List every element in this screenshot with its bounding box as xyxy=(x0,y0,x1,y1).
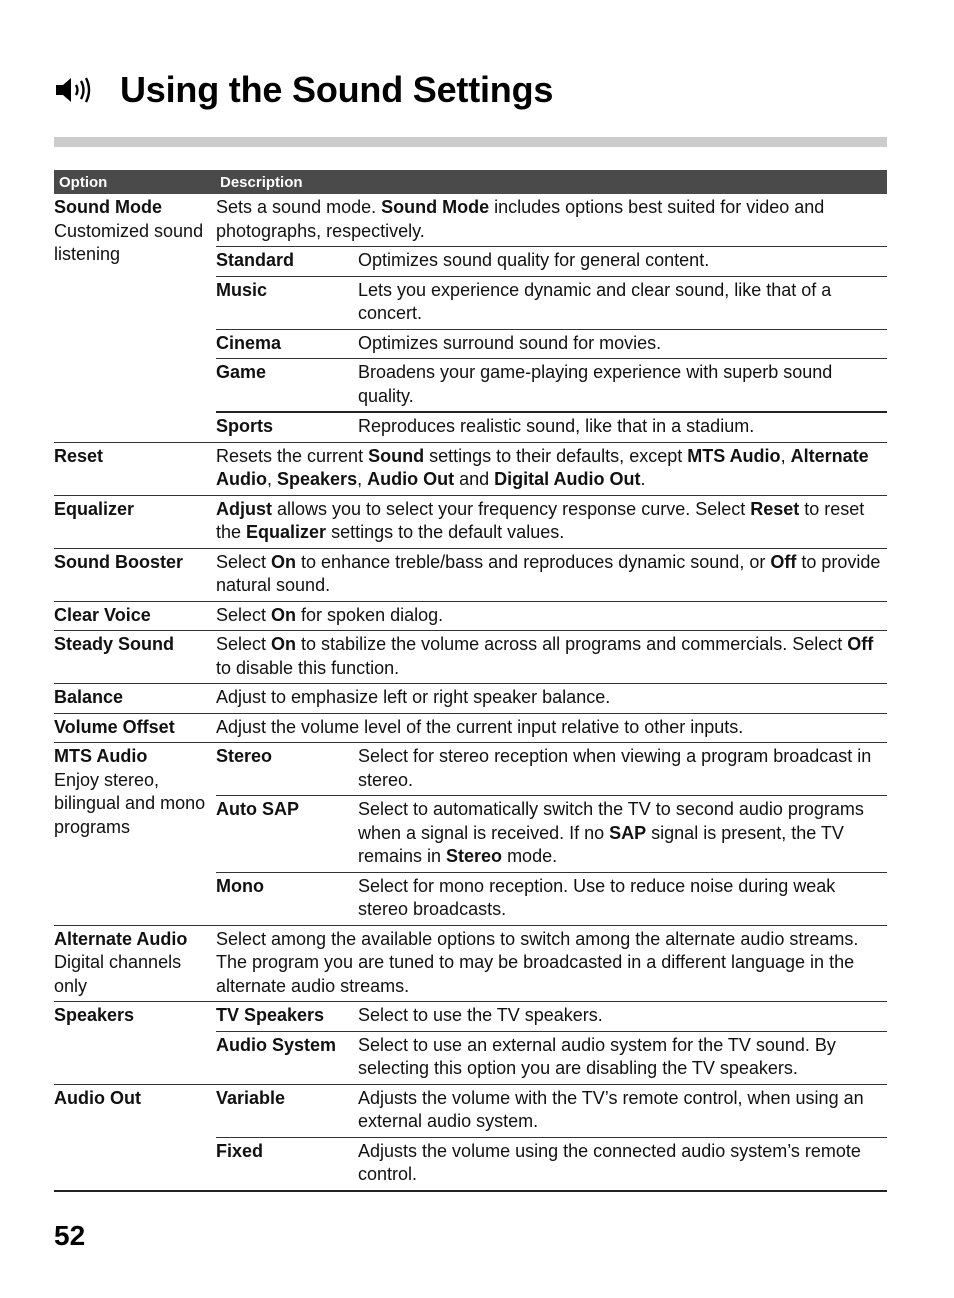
column-header-description: Description xyxy=(220,173,303,191)
option-description: Select On to stabilize the volume across all programs and commercials. Select Off to disable this function. xyxy=(216,634,874,678)
sub-option-name: Stereo xyxy=(216,746,273,766)
sub-option-row xyxy=(216,329,887,359)
table-row-equalizer xyxy=(54,495,887,548)
option-name: MTS Audio xyxy=(54,746,148,766)
table-row-volume-offset xyxy=(54,713,887,743)
option-name: Volume Offset xyxy=(54,716,175,737)
sub-option-name: Mono xyxy=(216,875,264,896)
sub-option-name: Fixed xyxy=(216,1140,264,1161)
option-description: Sets a sound mode. Sound Mode includes options best suited for video and photographs, respectively. xyxy=(216,197,825,241)
option-name: Balance xyxy=(54,687,124,707)
sub-option-description: Reproduces realistic sound, like that in a stadium. xyxy=(358,416,755,436)
option-note: Customized sound listening xyxy=(54,220,204,264)
sub-option-description: Optimizes surround sound for movies. xyxy=(358,332,662,353)
sub-option-description: Adjusts the volume with the TV’s remote control, when using an external audio system. xyxy=(358,1087,864,1131)
sub-option-description: Select to automatically switch the TV to second audio programs when a signal is received. If no SAP signal is present, the TV remains in Stereo mode. xyxy=(358,799,864,866)
option-name: Sound Mode xyxy=(54,197,162,217)
option-description: Select among the available options to switch among the alternate audio streams. The program you are tuned to may be broadcasted in a different language in the alternate audio streams. xyxy=(216,928,859,996)
option-name: Audio Out xyxy=(54,1087,141,1108)
header-divider xyxy=(54,137,887,147)
sub-option-row xyxy=(216,411,887,442)
sub-option-row xyxy=(216,246,887,276)
option-note: Digital channels only xyxy=(54,952,182,996)
sub-option-description: Broadens your game-playing experience with superb sound quality. xyxy=(358,362,833,406)
option-description: Resets the current Sound settings to their defaults, except MTS Audio, Alternate Audio, Speakers, Audio Out and Digital Audio Out. xyxy=(216,445,869,489)
option-name: Sound Booster xyxy=(54,551,183,572)
table-row-mts-audio xyxy=(54,742,887,925)
sub-option-row xyxy=(216,1085,887,1137)
table-row-sound-booster xyxy=(54,548,887,601)
sub-option-row xyxy=(216,276,887,329)
option-name: Equalizer xyxy=(54,498,135,519)
option-name: Steady Sound xyxy=(54,634,175,654)
sub-option-name: Sports xyxy=(216,416,274,436)
sub-option-name: Auto SAP xyxy=(216,799,299,819)
sub-option-description: Adjusts the volume using the connected audio system’s remote control. xyxy=(358,1140,861,1184)
table-row-audio-out xyxy=(54,1084,887,1190)
page-number: 52 xyxy=(54,1220,86,1251)
option-description: Select On to enhance treble/bass and reproduces dynamic sound, or Off to provide natural sound. xyxy=(216,551,881,595)
table-header xyxy=(54,170,887,194)
sub-option-row xyxy=(216,872,887,925)
option-name: Alternate Audio xyxy=(54,928,188,949)
sub-option-description: Select for stereo reception when viewing a program broadcast in stereo. xyxy=(358,746,872,790)
option-name: Clear Voice xyxy=(54,604,151,625)
sub-option-name: Variable xyxy=(216,1087,286,1108)
sub-option-name: Game xyxy=(216,362,267,382)
speaker-icon xyxy=(54,75,94,105)
table-row-sound-mode xyxy=(54,194,887,442)
table-row-reset xyxy=(54,442,887,495)
sub-option-row xyxy=(216,1002,887,1031)
sub-option-row xyxy=(216,795,887,872)
table-row-balance xyxy=(54,683,887,713)
page-header xyxy=(54,62,553,118)
option-description: Select On for spoken dialog. xyxy=(216,604,444,625)
sub-option-row xyxy=(216,743,887,795)
sub-option-description: Select for mono reception. Use to reduce noise during weak stereo broadcasts. xyxy=(358,875,836,919)
sub-option-name: Audio System xyxy=(216,1034,337,1055)
option-name: Speakers xyxy=(54,1005,135,1025)
table-row-speakers xyxy=(54,1001,887,1084)
option-description: Adjust the volume level of the current input relative to other inputs. xyxy=(216,716,744,737)
option-description: Adjust allows you to select your frequency response curve. Select Reset to reset the Equalizer settings to the default values. xyxy=(216,498,865,542)
sub-option-description: Select to use an external audio system for the TV sound. By selecting this option you are disabling the TV speakers. xyxy=(358,1034,836,1078)
sub-option-name: Music xyxy=(216,279,268,300)
sub-option-row xyxy=(216,358,887,411)
sub-option-name: Standard xyxy=(216,250,295,270)
page-title: Using the Sound Settings xyxy=(120,69,554,110)
sub-option-description: Select to use the TV speakers. xyxy=(358,1005,603,1025)
sub-option-description: Lets you experience dynamic and clear sound, like that of a concert. xyxy=(358,279,832,323)
sub-option-name: TV Speakers xyxy=(216,1005,325,1025)
table-row-clear-voice xyxy=(54,601,887,631)
sound-settings-table xyxy=(54,170,887,1192)
table-row-alternate-audio xyxy=(54,925,887,1002)
table-row-steady-sound xyxy=(54,630,887,683)
column-header-option: Option xyxy=(59,173,108,191)
option-name: Reset xyxy=(54,445,104,466)
option-note: Enjoy stereo, bilingual and mono programs xyxy=(54,769,206,837)
option-description: Adjust to emphasize left or right speaker balance. xyxy=(216,687,611,707)
sub-option-row xyxy=(216,1031,887,1084)
sub-option-name: Cinema xyxy=(216,332,282,353)
sub-option-row xyxy=(216,1137,887,1190)
sub-option-description: Optimizes sound quality for general content. xyxy=(358,250,710,270)
